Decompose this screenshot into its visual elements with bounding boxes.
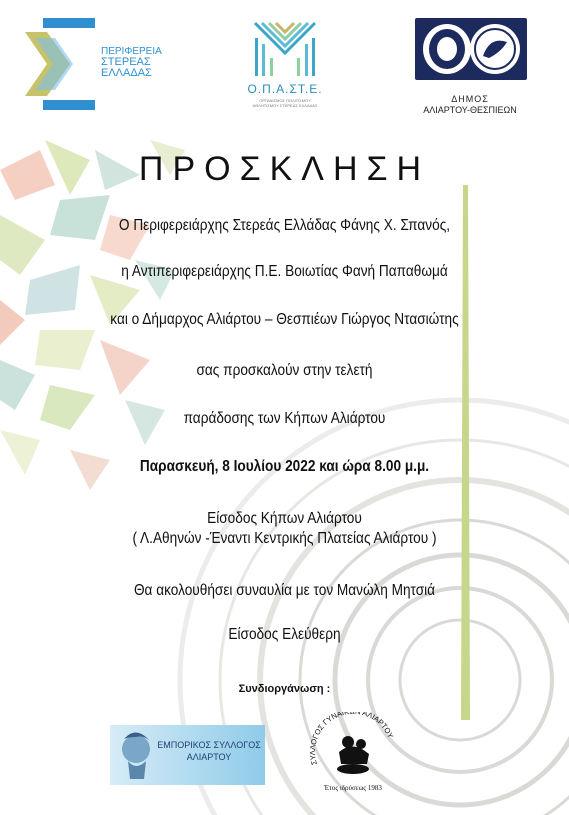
invitation-venue-detail: ( Λ.Αθηνών -Έναντι Κεντρικής Πλατείας Αλιάρτου )	[132, 530, 437, 547]
invitation-venue: Είσοδος Κήπων Αλιάρτου	[207, 510, 362, 527]
merchants-line1: ΕΜΠΟΡΙΚΟΣ ΣΥΛΛΟΓΟΣ	[157, 740, 261, 750]
municipality-line1: ΔΗΜΟΣ	[451, 94, 489, 104]
womens-association-emblem	[303, 712, 403, 784]
invitation-line5: παράδοσης των Κήπων Αλιάρτου	[183, 410, 386, 427]
region-logo	[25, 18, 185, 113]
municipality-logo	[405, 18, 535, 118]
invitation-date: Παρασκευή, 8 Ιουλίου 2022 και ώρα 8.00 μ.μ.	[139, 458, 430, 475]
invitation-line4: σας προσκαλούν στην τελετή	[196, 362, 373, 379]
municipality-line2: ΑΛΙΑΡΤΟΥ-ΘΕΣΠΙΕΩΝ	[423, 105, 517, 115]
invitation-entry: Είσοδος Ελεύθερη	[228, 626, 341, 643]
womens-association-logo	[303, 712, 403, 797]
invitation-title: ΠΡΟΣΚΛΗΣΗ	[138, 150, 431, 188]
opaste-sub2: ΑΘΛΗΤΙΣΜΟΥ ΣΤΕΡΕΑΣ ΕΛΛΑΔΑΣ	[252, 103, 318, 108]
opaste-logo	[240, 18, 330, 118]
municipality-coins-icon	[415, 18, 527, 80]
invitation-line3: και ο Δήμαρχος Αλιάρτου – Θεσπιέων Γιώργος Ντασιώτης	[110, 311, 459, 328]
invitation-line2: η Αντιπεριφερειάρχης Π.Ε. Βοιωτίας Φανή Παπαθωμά	[121, 263, 448, 280]
merchants-head-icon	[114, 727, 158, 783]
region-line2: ΣΤΕΡΕΑΣ	[101, 56, 151, 68]
opaste-name: Ο.Π.Α.ΣΤ.Ε.	[247, 82, 323, 96]
region-sigma-icon	[25, 18, 95, 110]
region-line1: ΠΕΡΙΦΕΡΕΙΑ	[101, 46, 162, 57]
womens-association-founded: Έτος ιδρύσεως 1983	[324, 784, 382, 792]
invitation-concert: Θα ακολουθήσει συναυλία με τον Μανώλη Μητσιά	[133, 582, 436, 599]
region-line3: ΕΛΛΑΔΑΣ	[101, 67, 152, 79]
opaste-emblem-icon	[250, 18, 320, 78]
invitation-line1: Ο Περιφερειάρχης Στερεάς Ελλάδας Φάνης Χ. Σπανός,	[118, 217, 451, 234]
merchants-line2: ΑΛΙΑΡΤΟΥ	[186, 752, 232, 762]
womens-association-circle-text: ΣΥΛΛΟΓΟΣ ΓΥΝΑΙ ΑΛΙΑΡΤΟΥ	[307, 712, 396, 766]
opaste-sub1: ΟΡΓΑΝΙΣΜΟΣ ΠΟΛΙΤΙΣΜΟΥ	[259, 98, 311, 103]
co-organization-label: Συνδιοργάνωση :	[238, 683, 331, 695]
merchants-association-logo	[110, 725, 265, 785]
